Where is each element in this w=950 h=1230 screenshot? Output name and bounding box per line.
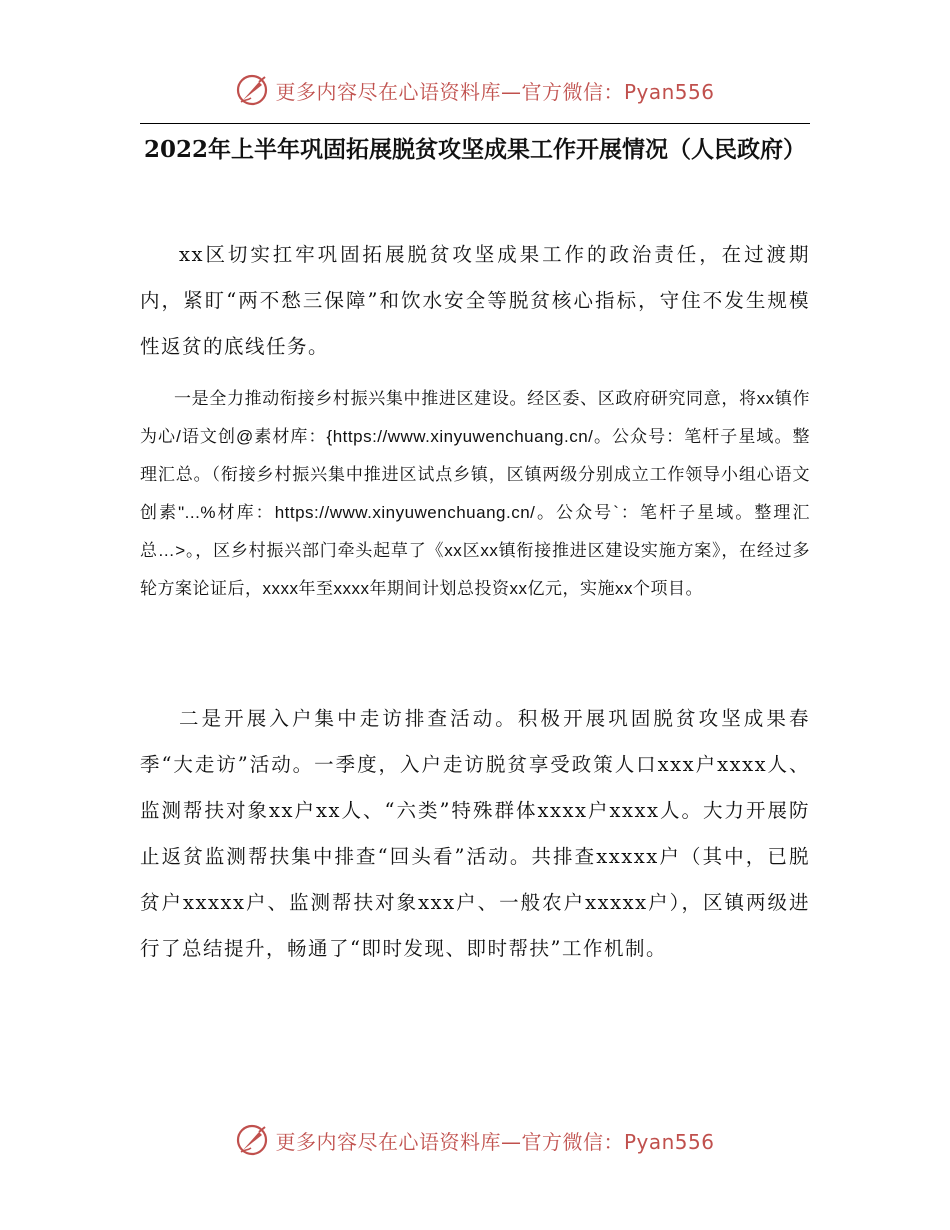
header-banner: [0, 70, 950, 110]
paragraph-one: 一是全力推动衔接乡村振兴集中推进区建设。经区委、区政府研究同意，将xx镇作为心/语文创@素材库：{https://www.xinyuwenchuang.cn/。公众号：笔杆子星域。整理汇总。（衔接乡村振兴集中推进区试点乡镇，区镇两级分别成立工作领导小组心语文创素"...%材库：https://www.xinyuwenchuang.cn/。公众号`：笔杆子星域。整理汇总…>。，区乡村振兴部门牵头起草了《xx区xx镇衔接推进区建设实施方案》，在经过多轮方案论证后，xxxx年至xxxx年期间计划总投资xx亿元，实施xx个项目。: [140, 389, 810, 598]
paragraph-intro: xx区切实扛牢巩固拓展脱贫攻坚成果工作的政治责任，在过渡期内，紧盯“两不愁三保障”和饮水安全等脱贫核心指标，守住不发生规模性返贫的底线任务。: [140, 243, 810, 358]
paragraph-two: 二是开展入户集中走访排查活动。积极开展巩固脱贫攻坚成果春季“大走访”活动。一季度，入户走访脱贫享受政策人口xxx户xxxx人、监测帮扶对象xx户xx人、“六类”特殊群体xxxx户xxxx人。大力开展防止返贫监测帮扶集中排查“回头看”活动。共排查xxxxx户（其中，已脱贫户xxxxx户、监测帮扶对象xxx户、一般农户xxxxx户），区镇两级进行了总结提升，畅通了“即时发现、即时帮扶”工作机制。: [140, 707, 810, 960]
quill-pen-logo-icon: [235, 1123, 269, 1157]
footer-banner-text: 更多内容尽在心语资料库—官方微信：Pyan556: [275, 1129, 715, 1154]
header-banner-text: 更多内容尽在心语资料库—官方微信：Pyan556: [275, 79, 715, 104]
document-title: 2022年上半年巩固拓展脱贫攻坚成果工作开展情况（人民政府）: [143, 136, 806, 163]
quill-pen-logo-icon: [235, 73, 269, 107]
footer-banner: [0, 1120, 950, 1160]
